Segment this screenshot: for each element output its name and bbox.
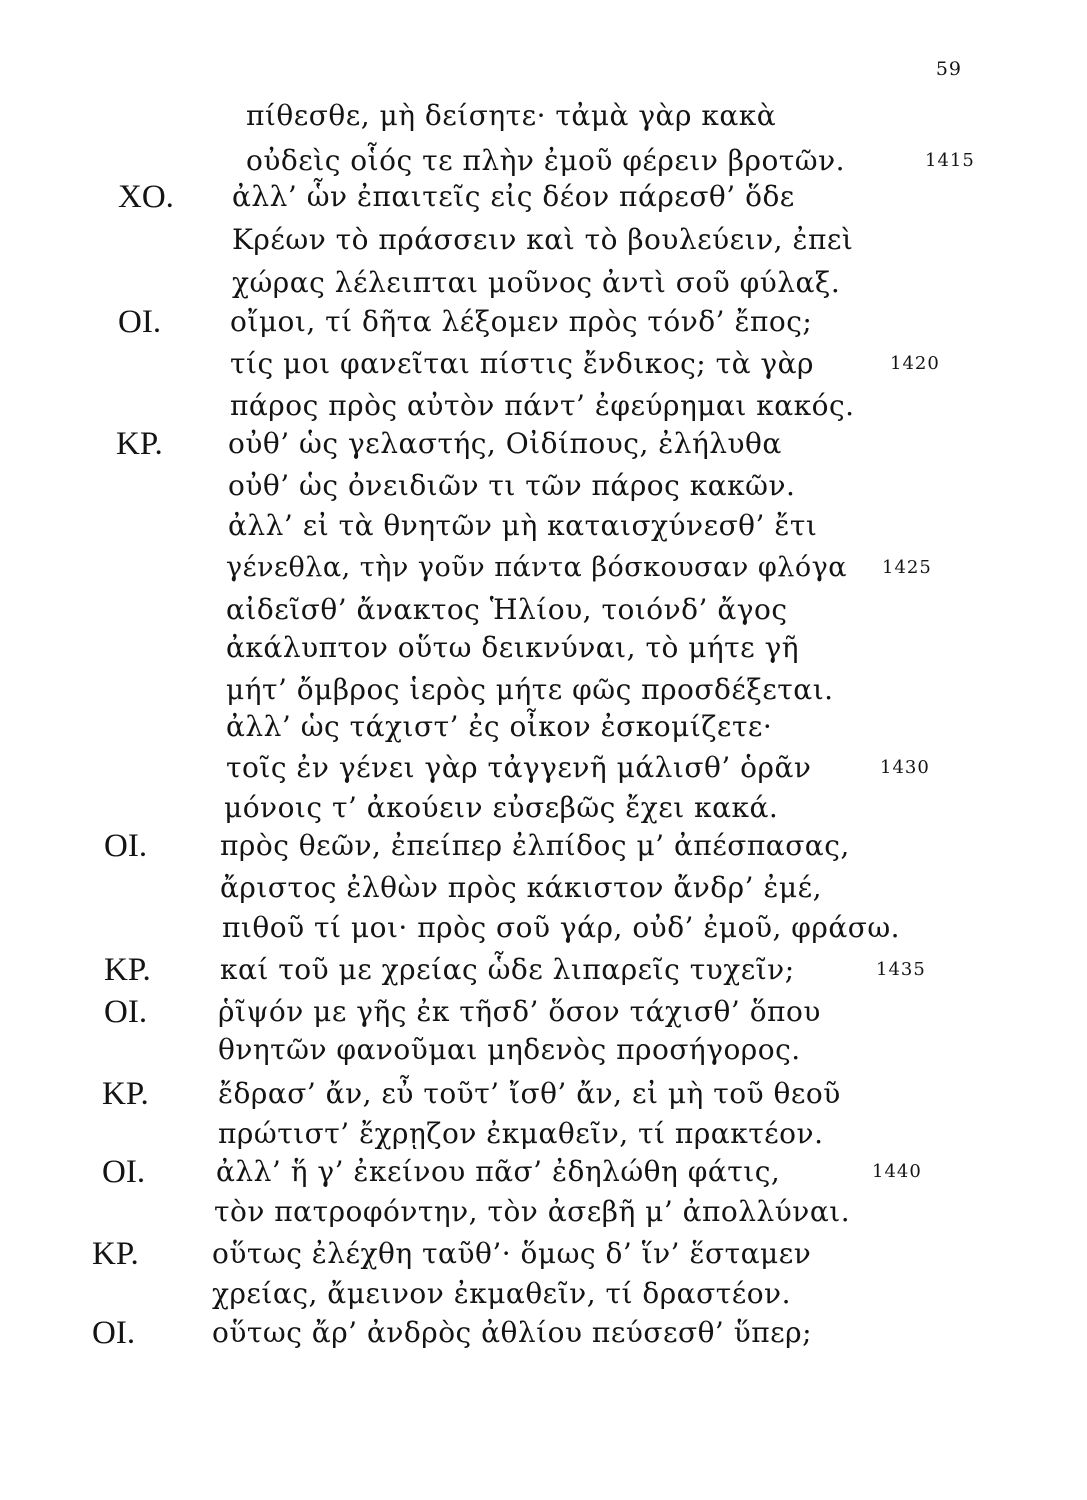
verse-text: Κρέων τὸ πράσσειν καὶ τὸ βουλεύειν, ἐπεὶ (232, 223, 854, 256)
verse-line (0, 220, 1087, 260)
verse-line (0, 302, 1087, 342)
speaker-label: ΚΡ. (102, 1076, 149, 1112)
verse-text: οὕτως ἐλέχθη ταῦθ’· ὅμως δ’ ἵν’ ἕσταμεν (212, 1237, 812, 1270)
verse-line (0, 1234, 1087, 1274)
verse-text: θνητῶν φανοῦμαι μηδενὸς προσήγορος. (218, 1033, 801, 1066)
verse-text: πάρος πρὸς αὐτὸν πάντ’ ἐφεύρημαι κακός. (230, 389, 855, 422)
verse-line (0, 386, 1087, 426)
verse-text: ἄριστος ἐλθὼν πρὸς κάκιστον ἄνδρ’ ἐμέ, (220, 871, 823, 904)
verse-line (0, 263, 1087, 303)
verse-line (0, 788, 1087, 828)
verse-text: ἀκάλυπτον οὕτω δεικνύναι, τὸ μήτε γῆ (226, 631, 800, 664)
verse-text: ῥῖψόν με γῆς ἐκ τῆσδ’ ὅσον τάχισθ’ ὅπου (218, 995, 821, 1028)
line-number: 1435 (876, 959, 926, 980)
verse-line (0, 466, 1087, 506)
verse-line (0, 868, 1087, 908)
verse-text: πρώτιστ’ ἔχρῃζον ἐκμαθεῖν, τί πρακτέον. (218, 1117, 824, 1150)
verse-text: ἀλλ’ ἥ γ’ ἐκείνου πᾶσ’ ἐδηλώθη φάτις, (216, 1155, 781, 1188)
speaker-label: ΚΡ. (116, 426, 163, 462)
verse-line (0, 1074, 1087, 1114)
verse-line (0, 1152, 1087, 1192)
verse-line (0, 548, 1087, 588)
verse-text: γένεθλα, τὴν γοῦν πάντα βόσκουσαν φλόγα (226, 552, 847, 583)
speaker-label: ΟΙ. (118, 304, 162, 340)
verse-text: μήτ’ ὄμβρος ἱερὸς μήτε φῶς προσδέξεται. (226, 673, 834, 706)
verse-line (0, 96, 1087, 136)
verse-line (0, 707, 1087, 747)
verse-text: ἔδρασ’ ἄν, εὖ τοῦτ’ ἴσθ’ ἄν, εἰ μὴ τοῦ θεοῦ (218, 1077, 841, 1110)
verse-line (0, 908, 1087, 948)
verse-line (0, 1313, 1087, 1353)
verse-line (0, 1274, 1087, 1314)
verse-line (0, 1030, 1087, 1070)
verse-line (0, 590, 1087, 630)
verse-line (0, 748, 1087, 788)
verse-line (0, 344, 1087, 384)
speaker-label: ΟΙ. (102, 1154, 146, 1190)
verse-text: ἀλλ’ ὧν ἐπαιτεῖς εἰς δέον πάρεσθ’ ὅδε (232, 180, 795, 213)
line-number: 1420 (890, 353, 940, 374)
verse-line (0, 1192, 1087, 1232)
verse-text: τοῖς ἐν γένει γὰρ τἀγγενῆ μάλισθ’ ὁρᾶν (226, 751, 812, 784)
speaker-label: ΟΙ. (104, 994, 148, 1030)
verse-line (0, 826, 1087, 866)
line-number: 1415 (925, 150, 975, 171)
line-number: 1440 (872, 1161, 922, 1182)
line-number: 1430 (880, 757, 930, 778)
verse-line (0, 950, 1087, 990)
verse-line (0, 670, 1087, 710)
verse-text: οὐθ’ ὡς ὀνειδιῶν τι τῶν πάρος κακῶν. (228, 469, 796, 502)
verse-line (0, 1114, 1087, 1154)
speaker-label: ΧΟ. (118, 179, 174, 215)
verse-text: πίθεσθε, μὴ δείσητε· τἀμὰ γὰρ κακὰ (246, 99, 777, 132)
speaker-label: ΟΙ. (104, 828, 148, 864)
verse-text: οὕτως ἄρ’ ἀνδρὸς ἀθλίου πεύσεσθ’ ὕπερ; (212, 1316, 813, 1349)
verse-line (0, 506, 1087, 546)
verse-text: αἰδεῖσθ’ ἄνακτος Ἡλίου, τοιόνδ’ ἄγος (226, 593, 788, 626)
verse-text: χώρας λέλειπται μοῦνος ἀντὶ σοῦ φύλαξ. (232, 266, 841, 299)
verse-line (0, 424, 1087, 464)
verse-line (0, 141, 1087, 181)
verse-line (0, 177, 1087, 217)
speaker-label: ΚΡ. (104, 952, 151, 988)
verse-text: μόνοις τ’ ἀκούειν εὐσεβῶς ἔχει κακά. (224, 791, 779, 824)
verse-text: οὐθ’ ὡς γελαστής, Οἰδίπους, ἐλήλυθα (228, 427, 782, 460)
verse-text: τὸν πατροφόντην, τὸν ἀσεβῆ μ’ ἀπολλύναι. (214, 1195, 851, 1228)
verse-line (0, 992, 1087, 1032)
speaker-label: ΟΙ. (92, 1315, 136, 1351)
verse-line (0, 628, 1087, 668)
verse-text: πρὸς θεῶν, ἐπείπερ ἐλπίδος μ’ ἀπέσπασας, (220, 829, 850, 862)
verse-text: ἀλλ’ εἰ τὰ θνητῶν μὴ καταισχύνεσθ’ ἔτι (228, 509, 818, 542)
speaker-label: ΚΡ. (92, 1236, 139, 1272)
page-number: 59 (935, 58, 962, 80)
verse-text: οὐδεὶς οἷός τε πλὴν ἐμοῦ φέρειν βροτῶν. (246, 144, 846, 177)
verse-text: οἴμοι, τί δῆτα λέξομεν πρὸς τόνδ’ ἔπος; (230, 305, 813, 338)
verse-text: καί τοῦ με χρείας ὧδε λιπαρεῖς τυχεῖν; (220, 953, 795, 986)
verse-text: πιθοῦ τί μοι· πρὸς σοῦ γάρ, οὐδ’ ἐμοῦ, φράσω. (222, 911, 901, 944)
verse-text: χρείας, ἄμεινον ἐκμαθεῖν, τί δραστέον. (212, 1277, 791, 1310)
line-number: 1425 (882, 557, 932, 578)
verse-text: τίς μοι φανεῖται πίστις ἔνδικος; τὰ γὰρ (230, 347, 814, 380)
verse-text: ἀλλ’ ὡς τάχιστ’ ἐς οἶκον ἐσκομίζετε· (226, 710, 773, 743)
